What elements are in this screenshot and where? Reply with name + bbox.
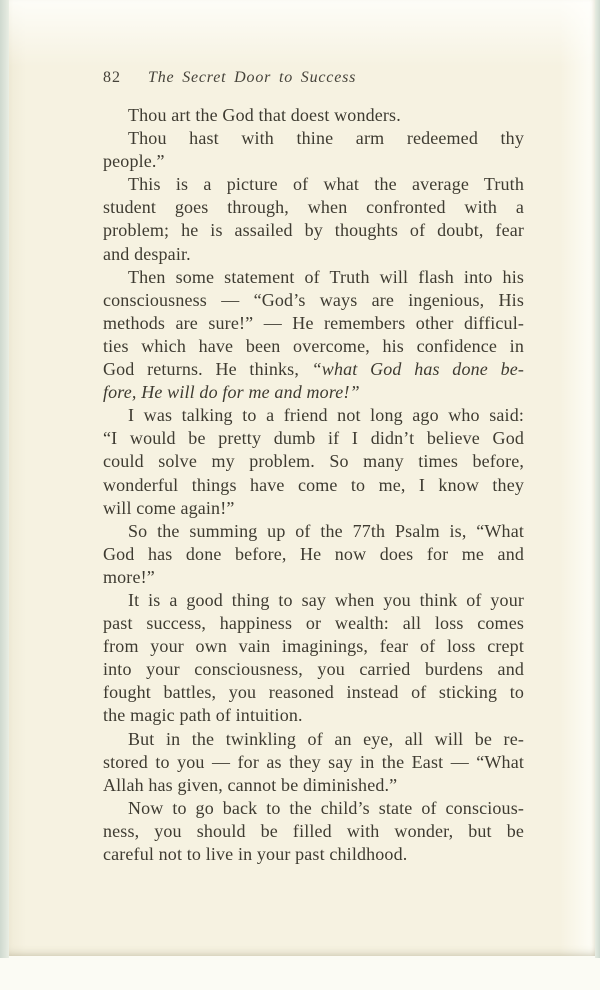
text-segment: student goes through, when confronted with a	[103, 197, 524, 218]
text-line	[103, 612, 524, 635]
text-segment: into your consciousness, you carried burdens and	[103, 659, 524, 680]
text-segment: and despair.	[103, 243, 191, 264]
paragraph	[103, 173, 524, 265]
text-line	[103, 404, 524, 427]
running-header	[103, 69, 527, 87]
text-segment: ties which have been overcome, his confidence in	[103, 335, 524, 356]
italic-text: “what God has done be-	[311, 359, 524, 380]
text-segment: wonderful things have come to me, I know they	[103, 474, 524, 495]
text-segment: people.”	[103, 151, 165, 172]
text-segment: the magic path of intuition.	[103, 705, 303, 726]
text-segment: But in the twinkling of an eye, all will be re-	[128, 728, 524, 749]
text-line	[103, 381, 524, 404]
text-line	[103, 266, 524, 289]
page-number: 82	[103, 69, 121, 86]
text-line	[103, 820, 524, 843]
text-line	[103, 474, 524, 497]
text-segment: So the summing up of the 77th Psalm is, “What	[128, 520, 524, 541]
paragraph	[103, 404, 524, 519]
scan-edge-left	[0, 0, 9, 958]
text-line	[103, 358, 524, 381]
text-line	[103, 173, 524, 196]
text-line	[103, 150, 524, 173]
text-line	[103, 127, 524, 150]
paragraph	[103, 520, 524, 589]
text-line	[103, 104, 524, 127]
text-segment: “I would be pretty dumb if I didn’t believe God	[103, 428, 524, 449]
scan-edge-right	[595, 0, 600, 958]
text-segment: This is a picture of what the average Truth	[128, 174, 524, 195]
book-page	[9, 0, 595, 956]
text-segment: stored to you — for as they say in the East — “What	[103, 751, 524, 772]
text-segment: ness, you should be filled with wonder, but be	[103, 820, 524, 841]
text-line	[103, 751, 524, 774]
paragraph	[103, 266, 524, 405]
text-line	[103, 335, 524, 358]
text-segment: careful not to live in your past childhood.	[103, 844, 408, 864]
text-line	[103, 681, 524, 704]
text-segment: will come again!”	[103, 497, 235, 518]
text-segment: could solve my problem. So many times before,	[103, 451, 524, 472]
text-segment: It is a good thing to say when you think of your	[128, 589, 524, 610]
paragraph	[103, 589, 524, 728]
text-line	[103, 543, 524, 566]
text-segment: problem; he is assailed by thoughts of doubt, fear	[103, 220, 524, 241]
text-line	[103, 566, 524, 589]
text-segment: I was talking to a friend not long ago who said:	[128, 405, 524, 426]
text-line	[103, 658, 524, 681]
text-segment: God returns. He thinks,	[103, 359, 312, 380]
text-segment: Now to go back to the child’s state of conscious-	[128, 797, 524, 818]
text-line	[103, 520, 524, 543]
text-segment: more!”	[103, 566, 155, 587]
text-line	[103, 289, 524, 312]
text-line	[103, 728, 524, 751]
text-segment: past success, happiness or wealth: all loss comes	[103, 613, 524, 634]
italic-text: fore, He will do for me and more!”	[103, 382, 360, 403]
paragraph	[103, 127, 524, 173]
text-line	[103, 635, 524, 658]
text-line	[103, 219, 524, 242]
text-segment: Thou art the God that doest wonders.	[128, 105, 401, 125]
text-line	[103, 427, 524, 450]
text-line	[103, 196, 524, 219]
text-segment: from your own vain imaginings, fear of loss crept	[103, 636, 524, 657]
text-line	[103, 450, 524, 473]
text-segment: methods are sure!” — He remembers other difficul-	[103, 312, 524, 333]
text-segment: God has done before, He now does for me and	[103, 543, 524, 564]
page-text	[103, 104, 524, 866]
text-line	[103, 243, 524, 266]
paragraph	[103, 728, 524, 797]
text-line	[103, 774, 524, 797]
text-line	[103, 497, 524, 520]
text-line	[103, 312, 524, 335]
text-segment: Allah has given, cannot be diminished.”	[103, 774, 398, 795]
paragraph	[103, 797, 524, 866]
text-line	[103, 843, 524, 866]
text-line	[103, 704, 524, 727]
text-segment: fought battles, you reasoned instead of sticking to	[103, 682, 524, 703]
book-title: The Secret Door to Success	[148, 69, 357, 86]
text-segment: Then some statement of Truth will flash into his	[128, 266, 524, 287]
text-line	[103, 589, 524, 612]
text-line	[103, 797, 524, 820]
text-segment: Thou hast with thine arm redeemed thy	[128, 128, 524, 149]
paragraph	[103, 104, 524, 127]
text-segment: consciousness — “God’s ways are ingenious, His	[103, 289, 524, 310]
